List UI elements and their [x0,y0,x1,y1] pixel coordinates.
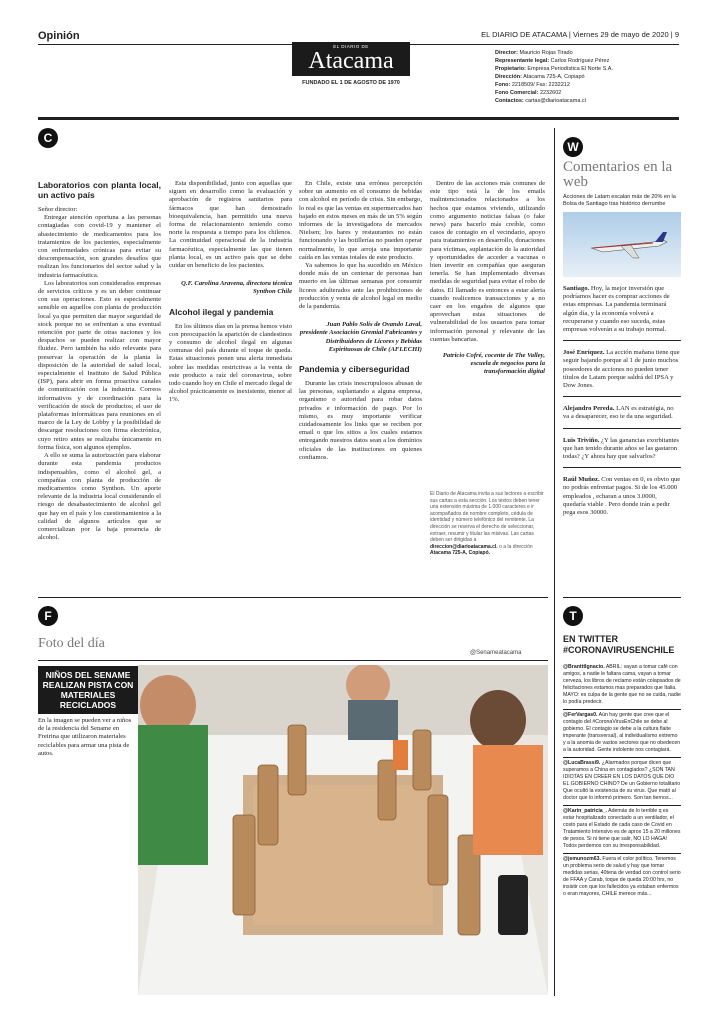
masthead-line: Propietario: Empresa Periodística El Norte S.A. [495,66,613,72]
letter3-p1: Durante las crisis inescrupulosos abusan de las personas, suplantando a alguna empresa, organismo o autoridad para robar datos privados e información de pago. Por lo mismo, es muy importante verificar cuidadosamente los links que se reciben por email o que los sitios a los cuales estamos entregando nuestros datos sean a los dominios oficiales de las instituciones en quienes confiamos. [299,380,422,461]
logo-small-text: EL DIARIO DE [333,44,369,49]
twitter-rule [563,597,681,598]
masthead-line: Contactos: cartas@diarioatacama.cl [495,98,586,104]
letters-badge: C [38,128,58,148]
letters-column-2 [169,180,292,405]
newspaper-logo [292,42,410,76]
letter2-p1: En los últimos días en la prensa hemos visto con preocupación la aparición de clandestinos y consumo de alcohol ilegal en algunas comunas del país durante el toque de queda. Estas situaciones ponen una alerta inmediata sobre las medidas restrictivas a la venta de este producto a raíz del coronavirus, sobre todo cuando hoy en Chile el mercado ilegal de alcohol prácticamente es inexistente, menor al 1%. [169,322,292,404]
tweet-handle[interactable]: @LucaBrassi9. [563,760,601,766]
logo-name: Atacama [308,48,394,74]
masthead-line: Fono: 2218509/ Fax: 2232212 [495,82,570,88]
photo-children-track [138,665,548,995]
masthead-line: Fono Comercial: 2232602 [495,90,562,96]
folio: EL DIARIO DE ATACAMA | Viernes 29 de mayo de 2020 | 9 [481,30,679,39]
airplane-icon [563,212,681,277]
comment: Luis Triviño. ¿Y las ganancias exorbitantes que han tenido durante años se las gastaron todas? ¿Y ahora hay que salvarlos? [563,436,679,461]
founded-date: FUNDADO EL 1 DE AGOSTO DE 1970 [302,80,400,86]
photo-illustration [138,665,548,995]
letter2-p3: Ya sabemos lo que ha sucedido en México donde más de un centenar de personas han muerto en las últimas semanas por consumir licores adulterados ante las prohibiciones de producción y venta de alcohol legal en medio de la pandemia. [299,262,422,311]
twitter-badge: T [563,606,583,626]
letters-column-3 [299,180,422,462]
section-title: Opinión [38,30,80,42]
comment: Raúl Muñoz. Con ventas en 0, es obvio que no podrás enfrentar pagos. Si de los 45.000 empleados , echaran a unos 3.0000, quedaría viable . Pero donde irán a pedir pega esos 30000. [563,476,681,517]
notice-or: o a la dirección [499,543,533,550]
letter3-title: Pandemia y ciberseguridad [299,364,410,375]
airplane-photo [563,212,681,277]
comment: Santiago. Hoy, la mejor inversión que podríamos hacer es comprar acciones de estas empresas. La pandemia terminará algún día, y la economía volverá a recuperarse y cuando eso suceda, estas empresas volverán a su trabajo normal. [563,285,670,334]
letter1-title: Laboratorios con planta local, un activo país [38,180,161,200]
masthead [495,49,613,105]
letter1-p4: Esta disponibilidad, junto con aquellas que siguen en desarrollo como la evaluación y aprobación de registros sanitarios para fármacos que han demostrado bioequivalencia, han permitido una nueva forma de relacionamiento teniendo como norte la respuesta a tiempo para los chilenos. La continuidad operacional de la industria farmacéutica, especialmente las que tienen planta local, es un activo país que se debe cuidar en beneficio de los pacientes. [169,180,292,270]
photo-caption-title: NIÑOS DEL SENAME REALIZAN PISTA CON MATERIALES RECICLADOS [38,666,138,714]
letters-column-1 [38,180,161,542]
tweet-text: Además de lo terrible q es estar hospitalizado conectado a un ventilador, el costo para el Estado de cada caso de Covid en Tratamiento Intensivo es de aprox 15 a 20 millones de pesos. Si ni tiene que salir, NO LO HAGA! Todos perdemos con su irresponsabilidad. [563,808,681,849]
masthead-line: Dirección: Atacama 725-A, Copiapó [495,74,585,80]
photo-section-title: Foto del día [38,636,105,651]
web-badge: W [563,137,583,157]
letter2-p2: En Chile, existe una errónea percepción sobre un aumento en el consumo de bebidas con alcohol en período de crisis. Sin embargo, lo real es que las ventas en supermercados han bajado en estos meses en más de un 5% según informes de la investigadora de mercados Nielsen; los bares y restaurantes no están funcionando y las botillerías no pueden operar normalmente, lo que arroja una importante caída en las ventas totales de este producto. [299,180,422,261]
tweet [563,710,681,758]
tweet-text: Fuera el color político. Tenemos un problema serio de salud y hay que tomar medidas serias, 40tena de verdad con control serio de FFAA y Carab, toque de queda 20:00 hrs, no insistir con que los fallecidos ya estaban enfermos o eran mayores, CHILE merece más... [563,856,681,897]
tweet [563,854,681,901]
letter1-p2: Los laboratorios son considerados empresas de servicios críticos y es un deber continuar con sus operaciones. Esto es especialmente sensible en aquellos con planta de producción local ya que permiten dar mayor seguridad de stock porque no se enfrentan a una eventual retención por parte de otras naciones y los despachos se pueden realizar con mayor fluidez. Pero también ha sido relevante para preservar la operación de la planta la disposición de la autoridad de salud local, especialmente el Instituto de Salud Pública (ISP), para abrir en forma proactiva canales de comunicación con la industria. Correos informativos y de coordinación para la verificación de stock de productos; el uso de plataformas informáticas para reuniones en el marco de la Ley de Lobby y la posibilidad de descargar resoluciones con firma electrónica, cuyo retiro antes se realizaba únicamente en forma física, son algunos ejemplos. [38,279,161,451]
photo-badge: F [38,606,58,626]
divider [563,467,681,468]
tweet-text: ABRIL: vayan a tomar café con amigos, a nadie le faltara cama, vayan a tomar cerveza, los libros de reclamo están colapsados de felicitaciones estamos mas preparados que Italia. MAYO: es culpa de la gente que no se cuida, nadie lo podía predecir. [563,664,681,705]
masthead-line: Director: Mauricio Rojas Tirado [495,50,573,56]
photo-credit: @Senameatacama [470,650,522,656]
letter1-p1: Entregar atención oportuna a las personas contagiadas con covid-19 y mantener el abastecimiento de medicamentos para los tratamientos de los pacientes, especialmente con enfermedades crónicas para evitar su descompensación, son grandes desafíos que realizan los funcionarios del sector salud y la industria farmacéutica. [38,214,161,279]
letter3-signature: Patricio Cofré, cocente de The Valley, escuela de negocios para la transformación digital [442,352,545,376]
web-comments [563,160,681,517]
tweet-handle[interactable]: @BrantttIgnacio. [563,664,605,670]
notice-text: El Diario de Atacama invita a sus lectores a escribir sus cartas a esta sección. Los textos deben tener una extensión máxima de 1.000 caracteres e ir acompañados de nombre completo, cédula de identidad y número telefónico del remitente. La dirección se reserva el derecho de seleccionar, extraer, resumir y titular las misivas. Las cartas deben ser dirigidas a [430,491,544,544]
divider [563,396,681,397]
tweet-text: ¿Alarmados porque dicen que superamos a China en contagiados? ¿SON TAN IDIOTAS EN CREER EN LOS DATOS QUE DIO EL GOBIERNO CHINO? De un Gobierno totalitario Que ocultó la existencia de su virus. Que mató al doctor que lo informó primero. Son tan tiernos... [563,760,681,801]
letters-column-4 [430,180,545,377]
letter1-p3: A ello se suma la autorización para elaborar durante esta pandemia productos indispensables, como el alcohol gel, a compañías con planta de producción de medicamentos como Synthon. Un aporte relevante de la industria local considerando el riesgo de desabastecimiento de alcohol gel que hay en el país y los cuestionamientos a la calidad de algunos artículos que se comercializan por la baja presencia de alcohol. [38,452,161,542]
tweets-list [563,662,681,901]
comment: Alejandro Pereda. LAN es estratégia, no va a desaparecer, eso te da una seguridad. [563,405,674,421]
letter3-p2: Dentro de las acciones más comunes de este tipo está la de los emails malintencionados relacionados a los hechos que estamos viviendo, utilizando como argumento noticias falsas (o fake news) para hacerlo más creíble, como casos de contagio en el vecindario, apoyo para tratamientos en desarrollo, donaciones para víctimas, suplantación de la autoridad y oportunidades de acceder a vacunas o bien invertir en compañías que aseguran tenerla. Se han implementado diversas medidas de seguridad para evitar el robo de datos. El llamado es entonces a estar alerta cuando realicemos transacciones y a no caer en los engaños de algunos que aprovechan estas situaciones de vulnerabilidad de los usuarios para tomar información personal y relevante de las cuentas bancarias. [430,180,545,343]
web-comments-title: Comentarios en la web [563,159,673,190]
column-divider [554,128,555,996]
thick-rule [38,117,679,120]
letter2-signature: Juan Pablo Solís de Ovando Laval, presidente Asociación Gremial Fabricantes y Distribuidores de Licores y Bebidas Espirituosas de Chile (AFLECHI) [299,321,422,353]
tweet [563,662,681,710]
divider [563,340,681,341]
tweet [563,806,681,854]
tweet-handle[interactable]: @Karin_patricia_. [563,808,607,814]
tweet-handle[interactable]: @jemunozm63. [563,856,601,862]
twitter-title: EN TWITTER #CORONAVIRUSENCHILE [563,634,675,655]
tweet [563,758,681,806]
photo-rule [38,597,548,598]
masthead-line: Representante legal: Carlos Rodríguez Pérez [495,58,610,64]
tweet-text: Aún hay gente que cree que el contagio del #CoronaVirusEnChile se debe al gobierno. El contagio se debe a la cultura flaite imperante (transversal), al individualismo extremo y a la anomia de vastos sectores que no obedecen a la autoridad. Gente indolente nos contagiará. [563,712,681,753]
divider [563,428,681,429]
tweet-handle[interactable]: @FerVargas0. [563,712,598,718]
letter2-title: Alcohol ilegal y pandemia [169,306,274,317]
photo-caption: En la imagen se pueden ver a niños de la residencia del Sename en Freirina que utilizaron materiales reciclables para armar una pista de autos. [38,717,132,757]
notice-address: Atacama 725-A, Copiapó. [430,550,491,557]
comment: José Enríquez. La acción mañana tiene que seguir bajando porque al 1 de junio muchos poseedores de acciones no pueden tener títulos de Latam porque saldrá del IPSA y Dow Jones. [563,349,680,390]
letters-notice [430,491,545,557]
photo-top-rule [38,660,548,661]
letter1-signature: Q.F. Carolina Aravena, directora técnica Synthon Chile [181,280,292,296]
letter1-salutation: Señor director: [38,206,78,213]
notice-email[interactable]: direccion@diarioatacama.cl. [430,543,498,550]
web-comments-subtitle: Acciones de Latam escalan más de 20% en la Bolsa de Santiago tras histórico derrumbe [563,194,676,207]
